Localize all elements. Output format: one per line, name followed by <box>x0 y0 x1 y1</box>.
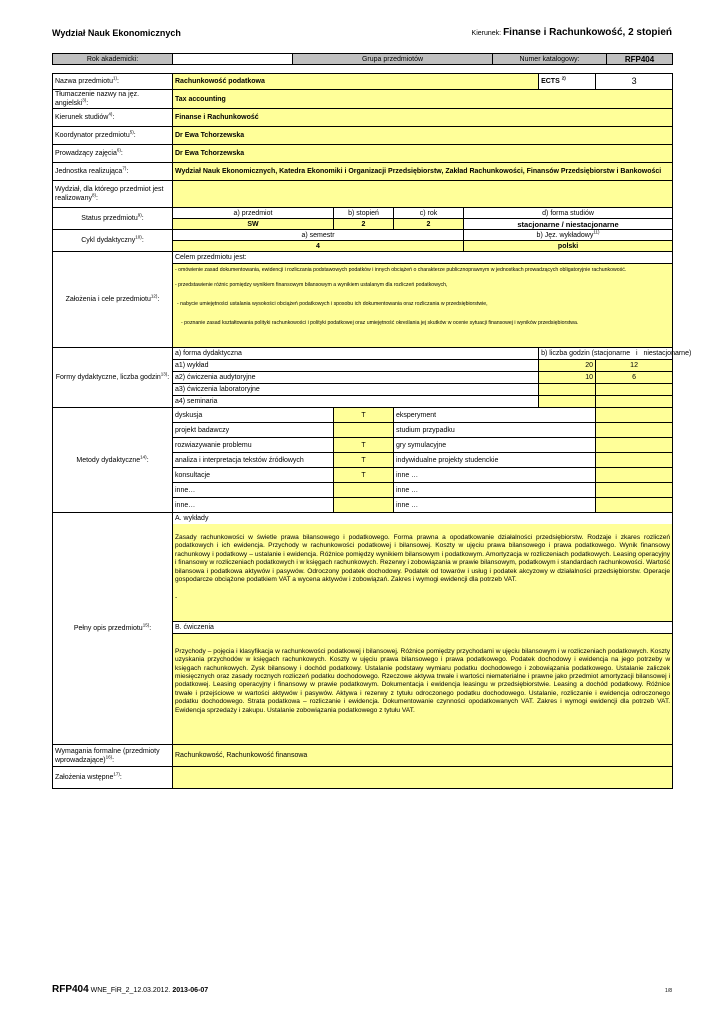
field-header-label: Kierunek: <box>471 30 502 37</box>
forms-label: Formy dydaktyczne, liczba godzin$^{13)}$: <box>53 348 173 408</box>
method-right-mark <box>596 438 673 453</box>
goals-cell <box>173 252 673 348</box>
method-right: gry symulacyjne <box>394 438 596 453</box>
method-left-mark: T <box>334 468 394 483</box>
method-left-mark: T <box>334 453 394 468</box>
group-label: Grupa przedmiotów <box>293 54 493 65</box>
status-year-header: c) rok <box>394 208 464 219</box>
form-row-part-time: 6 <box>596 372 673 384</box>
method-left-mark <box>334 498 394 513</box>
method-right-mark <box>596 483 673 498</box>
form-row-name: a3) ćwiczenia laboratoryjne <box>173 384 539 396</box>
requirements-label: Wymagania formalne (przedmioty wprowadzające)$^{16)}$: <box>53 745 173 767</box>
goals-intro: Celem przedmiotu jest: <box>173 252 672 264</box>
form-row-full-time <box>539 384 596 396</box>
status-degree-value: 2 <box>334 219 394 230</box>
methods-label: Metody dydaktyczne$^{14)}$: <box>53 408 173 513</box>
catalog-label: Numer katalogowy: <box>493 54 607 65</box>
footer-date: 2013-06-07 <box>172 987 209 994</box>
method-right-mark <box>596 498 673 513</box>
method-left-mark: T <box>334 438 394 453</box>
academic-year-value <box>173 54 293 65</box>
faculty-header: Wydział Nauk Ekonomicznych <box>52 28 181 38</box>
catalog-bar <box>52 53 673 65</box>
method-right-mark <box>596 453 673 468</box>
academic-year-label: Rok akademicki: <box>53 54 173 65</box>
method-right-mark <box>596 468 673 483</box>
semester-value: 4 <box>173 241 464 252</box>
exercises-heading: B. ćwiczenia <box>173 621 672 634</box>
syllabus-table <box>52 73 692 789</box>
catalog-number: RFP404 <box>607 54 673 65</box>
method-left-mark <box>334 483 394 498</box>
study-field-value: Finanse i Rachunkowość <box>173 109 673 127</box>
goal-item: - nabycie umiejętności ustalania wysokości obciążeń podatkowych i sposobu ich dokumentowania oraz rozliczania w przedsiębiorstwie, <box>177 301 488 307</box>
method-left-mark <box>334 423 394 438</box>
forms-hours-header: b) liczba godzin (stacjonarne i niestacjonarne) <box>539 348 673 360</box>
form-row-part-time <box>596 384 673 396</box>
semester-header: a) semestr <box>173 230 464 241</box>
lecturer-label: Prowadzący zajęcia$^{6)}$: <box>53 145 173 163</box>
method-right: studium przypadku <box>394 423 596 438</box>
lectures-heading: A. wykłady <box>173 513 672 524</box>
method-right: eksperyment <box>394 408 596 423</box>
method-right-mark <box>596 423 673 438</box>
form-row-part-time <box>596 396 673 408</box>
form-row-name: a1) wykład <box>173 360 539 372</box>
prerequisites-value <box>173 767 673 789</box>
method-right: inne … <box>394 498 596 513</box>
unit-value: Wydział Nauk Ekonomicznych, Katedra Ekonomiki i Organizacji Przedsiębiorstw, Zakład Rachunkowości, Finansów Przedsiębiorstw i Bankowości <box>173 163 673 181</box>
forms-form-header: a) forma dydaktyczna <box>173 348 539 360</box>
field-header <box>472 27 672 38</box>
status-label: Status przedmiotu$^{9)}$: <box>53 208 173 230</box>
footer-doc: WNE_FiR_2_12.03.2012. <box>90 987 171 994</box>
course-name: Rachunkowość podatkowa <box>173 74 539 90</box>
status-mode-value: stacjonarne / niestacjonarne <box>464 219 673 230</box>
footer-code: RFP404 <box>52 984 89 995</box>
status-mode-header: d) forma studiów <box>464 208 673 219</box>
goal-item: - przedstawienie różnic pomiędzy wynikiem finansowym bilansowym a wynikiem ustalanym dla rozliczeń podatkowych, <box>175 282 448 288</box>
goal-item: - poznanie zasad kształtowania polityki rachunkowości i polityki podatkowej oraz umiejętność określania jej skutków w ocenie sytuacji finansowej i wyników przedsiębiorstwa. <box>181 320 579 326</box>
form-row-full-time: 10 <box>539 372 596 384</box>
language-header: b) Jęz. wykładowy$^{11)}$ <box>464 230 673 241</box>
method-left: projekt badawczy <box>173 423 334 438</box>
page-number: 1/8 <box>665 988 672 994</box>
status-year-value: 2 <box>394 219 464 230</box>
form-row-full-time: 20 <box>539 360 596 372</box>
exercises-text: Przychody – pojęcia i klasyfikacja w rachunkowości podatkowej i bilansowej. Różnice pomiędzy przychodami w ujęciu bilansowym i w rozliczeniach podatkowych. Koszty uzyskania przychodów w księgach rachunkowych. Koszty w ujęciu prawa bilansowego i prawa podatkowego. Podatek dochodowy i ewidencja na jego potrzeby w księgach rachunkowych. Zysk bilansowy i dochód podatkowy. Ustalanie podstawy wymiaru podatku dochodowego i zobowiązania podatkowego. Ustalanie zaliczek miesięcznych oraz zasady rocznych rozliczeń podatku dochodowego. Rzeczowe aktywa trwałe i wartości niematerialne i prawne jako przedmiot amortyzacji bilansowej i podatkowej. Leasing operacyjny i finansowy w prawie podatkowym. Dokumentacja i ewidencja leasingu w przedsiębiorstwie. Leasing a dochód podatkowy. Różnice trwałe i przejściowe w wartości aktywów i pasywów. Aktywa i rezerwy z tytułu odroczonego podatku dochodowego. Ustalanie, rozliczanie i ewidencja odroczonego podatku dochodowego. Strata podatkowa – rozliczanie i ewidencja. Dokumentowanie czynności opodatkowanych VAT. Zakres i wymogi ewidencji dla potrzeb VAT. Ewidencja sprzedaży i zakupu. Ustalanie zobowiązania podatkowego z tytułu VAT. <box>175 647 671 714</box>
form-row-name: a4) seminaria <box>173 396 539 408</box>
goals-label: Założenia i cele przedmiotu$^{12)}$: <box>53 252 173 348</box>
coordinator-label: Koordynator przedmiotu$^{5)}$: <box>53 127 173 145</box>
cycle-label: Cykl dydaktyczny$^{10)}$: <box>53 230 173 252</box>
form-row-part-time: 12 <box>596 360 673 372</box>
method-left-mark: T <box>334 408 394 423</box>
lectures-text: Zasady rachunkowości w świetle prawa bilansowego i podatkowego. Forma prawna a opodatkowanie działalności przedsiębiorstw. Rodzaje i zkares rozliczeń podatkowych i ich ewidencja. Przychody w rachunkowości podatkowej i bilansowej. Koszty w ujęciu prawa bilansowego i prawa podatkowego. Wynik finansowy rachunkowy i podatkowy – ustalanie i ewidencja. Różnice pomiędzy wynikiem bilansowym i podatkowym. Amortyzacja w rozliczeniach podatkowych. Leasing operacyjny i finansowy w rozliczeniach podatkowych i w księgach rachunkowych. Rezerwy i zobowiązania w prawie bilansowym, podatkowym i standardach rachunkowości. Wartość bilansowa i podatkowa aktywów i pasywów. Odroczony podatek dochodowy. Podatek od towarów i usług i podatek akcyzowy w działalności przedsiębiorstw. Operacje gospodarcze obciążone podatkiem VAT a wycena aktywów i zobowiązań. Zakres i wymogi ewidencji dla potrzeb VAT. <box>175 534 671 584</box>
method-left: konsultacje <box>173 468 334 483</box>
lecturer-value: Dr Ewa Tchorzewska <box>173 145 673 163</box>
method-right: inne … <box>394 483 596 498</box>
goal-item: - omówienie zasad dokumentowania, ewidencji i rozliczania podstawowych podatków i innych obciążeń o charakterze publicznoprawnym w jednostkach prowadzących obligatoryjnie rachunkowość. <box>175 267 627 273</box>
method-right: inne … <box>394 468 596 483</box>
requirements-value: Rachunkowość, Rachunkowość finansowa <box>173 745 673 767</box>
coordinator-value: Dr Ewa Tchorzewska <box>173 127 673 145</box>
status-subject-header: a) przedmiot <box>173 208 334 219</box>
study-field-label: Kierunek studiów$^{4)}$: <box>53 109 173 127</box>
method-left: rozwiazywanie problemu <box>173 438 334 453</box>
method-right-mark <box>596 408 673 423</box>
description-cell <box>173 513 673 745</box>
faculty-for-label: Wydział, dla którego przedmiot jest realizowany$^{8)}$: <box>53 181 173 208</box>
method-left: analiza i interpretacja tekstów źródłowych <box>173 453 334 468</box>
course-name-label: Nazwa przedmiotu$^{1)}$: <box>53 74 173 90</box>
method-left: inne… <box>173 483 334 498</box>
translation-label: Tłumaczenie nazwy na jęz. angielski$^{3)}$: <box>53 90 173 109</box>
field-header-value: Finanse i Rachunkowość, 2 stopień <box>503 27 672 38</box>
translation-value: Tax accounting <box>173 90 673 109</box>
method-right: indywidualne projekty studenckie <box>394 453 596 468</box>
ects-label: ECTS $^{2)}$ <box>539 74 596 90</box>
footer <box>52 984 208 995</box>
language-value: polski <box>464 241 673 252</box>
method-left: dyskusja <box>173 408 334 423</box>
faculty-for-value <box>173 181 673 208</box>
lectures-extra: - <box>175 594 178 602</box>
form-row-full-time <box>539 396 596 408</box>
prerequisites-label: Założenia wstępne$^{17)}$: <box>53 767 173 789</box>
method-left: inne… <box>173 498 334 513</box>
unit-label: Jednostka realizująca$^{7)}$: <box>53 163 173 181</box>
form-row-name: a2) ćwiczenia audytoryjne <box>173 372 539 384</box>
description-label: Pełny opis przedmiotu$^{15)}$: <box>53 513 173 745</box>
ects-value: 3 <box>596 74 673 90</box>
status-subject-value: SW <box>173 219 334 230</box>
status-degree-header: b) stopień <box>334 208 394 219</box>
